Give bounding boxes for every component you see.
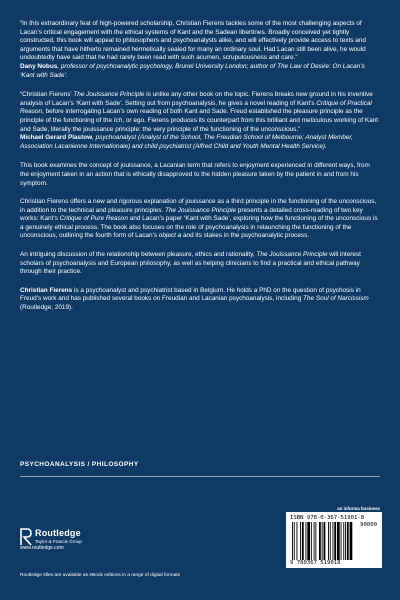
barcode-bar [337, 522, 340, 560]
text-run: Critique of Pure Reason [59, 215, 128, 223]
text-run: This book examines the concept of jouissance, a Lacanian term that refers to enjoyment experienced in different ways, from the enjoyment taken in an action that is ethically disapproved to the hidden pleasure taken by the patient in and from his symptom. [20, 162, 370, 187]
praise-quote-2 [20, 91, 380, 134]
text-run: presents a detailed cross-reading of two key works: Kant’s [20, 206, 363, 223]
cover-text [20, 20, 380, 323]
barcode-bar [311, 522, 312, 560]
text-run: and its stakes in the psychoanalytic process. [181, 232, 310, 240]
text-run: , before interrogating Lacan’s own reading of both Kant and Sade. Freud established the pleasure principle as the principle of the functioning of the [20, 108, 363, 124]
text-run: is a psychoanalyst and psychiatrist based in Belgium. He holds a PhD on the question of psychosis in Freud’s work and has published several books on Freudian and Lacanian psychoanalysis, including [20, 286, 361, 303]
barcode-bar [330, 522, 331, 560]
attribution-end: . [65, 71, 68, 79]
barcode-bar [297, 522, 298, 560]
text-run: and Lacan’s paper ‘Kant with Sade’, exploring how the functioning of the unconscious is a genuinely ethical process. The book also focuses on the role of psychoanalysis in relaunching the functioning of the unconscious, outlining the fourth form of Lacan’s [20, 215, 378, 240]
barcode-bar [324, 522, 326, 560]
text-run: (Routledge, 2019). [20, 304, 73, 312]
text-run: An intriguing discussion of the relationship between pleasure, ethics and rationality, [20, 251, 257, 259]
barcode-bar [328, 522, 329, 560]
reviewer-role: , professor of psychoanalytic psychology, Brunel University London; author of [57, 62, 278, 70]
barcode-bar [294, 522, 295, 560]
barcode-digits: 9 780367 519018 [290, 560, 341, 566]
description-paragraph-1 [20, 162, 380, 188]
barcode-bar [345, 522, 346, 560]
barcode-bar [334, 522, 336, 560]
barcode-bar [300, 522, 301, 560]
barcode-bar [350, 522, 353, 560]
barcode-bar [322, 522, 323, 560]
text-run: is unlike any other book on the topic. Fierens breaks new ground in his inventive analysis of Lacan’s ‘Kant with Sade’. Setting out from psychoanalysis, he gives a novel reading of Kant’s [20, 91, 373, 107]
barcode-bar [341, 522, 342, 560]
barcode-bar [306, 522, 307, 560]
praise-attribution-2 [20, 134, 380, 151]
text-run: Christian Fierens offers a new and rigorous explanation of jouissance as a third principle in the functioning of the unconscious, in addition to the technical and pleasure principles. [20, 198, 377, 214]
publisher-name: Routledge [35, 528, 81, 538]
price-code: 90000 [360, 522, 377, 528]
text-run: The Jouissance Principle [73, 91, 145, 99]
barcode-bar [333, 522, 334, 560]
text-run: Christian Fierens [20, 286, 73, 294]
barcode-bar [292, 522, 293, 560]
text-run: , or ego. Fierens produces its counterpart from this brilliant and meticulous working of Kant and Sade, literally the jouissance principle: the very principle of the functioning of the unconscious.” [20, 116, 379, 133]
reviewer-name: Michael Gerard Plastow [20, 134, 93, 142]
isbn-label: ISBN 978-0-367-51901-8 [290, 515, 365, 521]
description-paragraph-3 [20, 251, 380, 277]
barcode-bar [319, 522, 321, 560]
routledge-r-icon [20, 528, 32, 546]
barcode-bar [347, 522, 349, 560]
author-bio [20, 287, 380, 313]
text-run: The Jouissance Principle [164, 206, 236, 214]
text-run: will interest scholars of psychoanalysis and European philosophy, as well as helping clinicians to find a practical and ethical pathway through their practice. [20, 251, 361, 276]
barcode-bar [343, 522, 344, 560]
barcode [286, 512, 382, 568]
praise-quote-1: “In this extraordinary feat of high-powered scholarship, Christian Fierens tackles some of the most challenging aspects of Lacan’s critical engagement with the ethical systems of Kant and the Sadean libertines. Broadly conceived yet tightly constructed, this book will appeal to philosophers and psychoanalysts alike, and will effectively provide access to texts and arguments that have hitherto remained hermetically sealed for many an ordinary soul. Had Lacan still been alive, he would undoubtedly have said that he had rarely been read with such acumen, scrupulousness and care.” [20, 20, 366, 62]
publisher-url: www.routledge.com [20, 545, 64, 551]
reviewer-name: Dany Nobus [20, 62, 58, 70]
informa-tagline: an informa business [337, 506, 380, 511]
barcode-bar [302, 522, 304, 560]
barcode-bar [315, 522, 316, 560]
barcode-bars [292, 522, 376, 560]
text-run: “Christian Fierens’ [20, 91, 74, 99]
ebook-note: Routledge titles are available as eBook editions in a range of digital formats [20, 573, 180, 578]
praise-attribution-1 [20, 63, 380, 80]
reviewer-book-title: The Law of Desire: On Lacan’s ‘Kant with Sade’ [20, 62, 365, 79]
subject-category: PSYCHOANALYSIS / PHILOSOPHY [20, 461, 139, 468]
description-paragraph-2 [20, 198, 380, 241]
text-run: object a [158, 232, 182, 240]
divider [20, 476, 380, 477]
text-run: The Jouissance Principle [256, 251, 328, 259]
barcode-bar [314, 522, 315, 560]
reviewer-role: , psychoanalyst (Analyst of the School, The Freudian School of Melbourne; Analyst Member, Association Lacanienne Internationale) and child psychiatrist (Alfred Child and Youth Mental Health Service). [20, 134, 353, 150]
text-run: The Soul of Narcissism [303, 295, 369, 303]
text-run: Critique of Practical Reason [20, 99, 372, 116]
barcode-bar [307, 522, 310, 560]
text-run: Ich [113, 116, 123, 124]
publisher-tagline: Taylor & Francis Group [35, 539, 82, 544]
